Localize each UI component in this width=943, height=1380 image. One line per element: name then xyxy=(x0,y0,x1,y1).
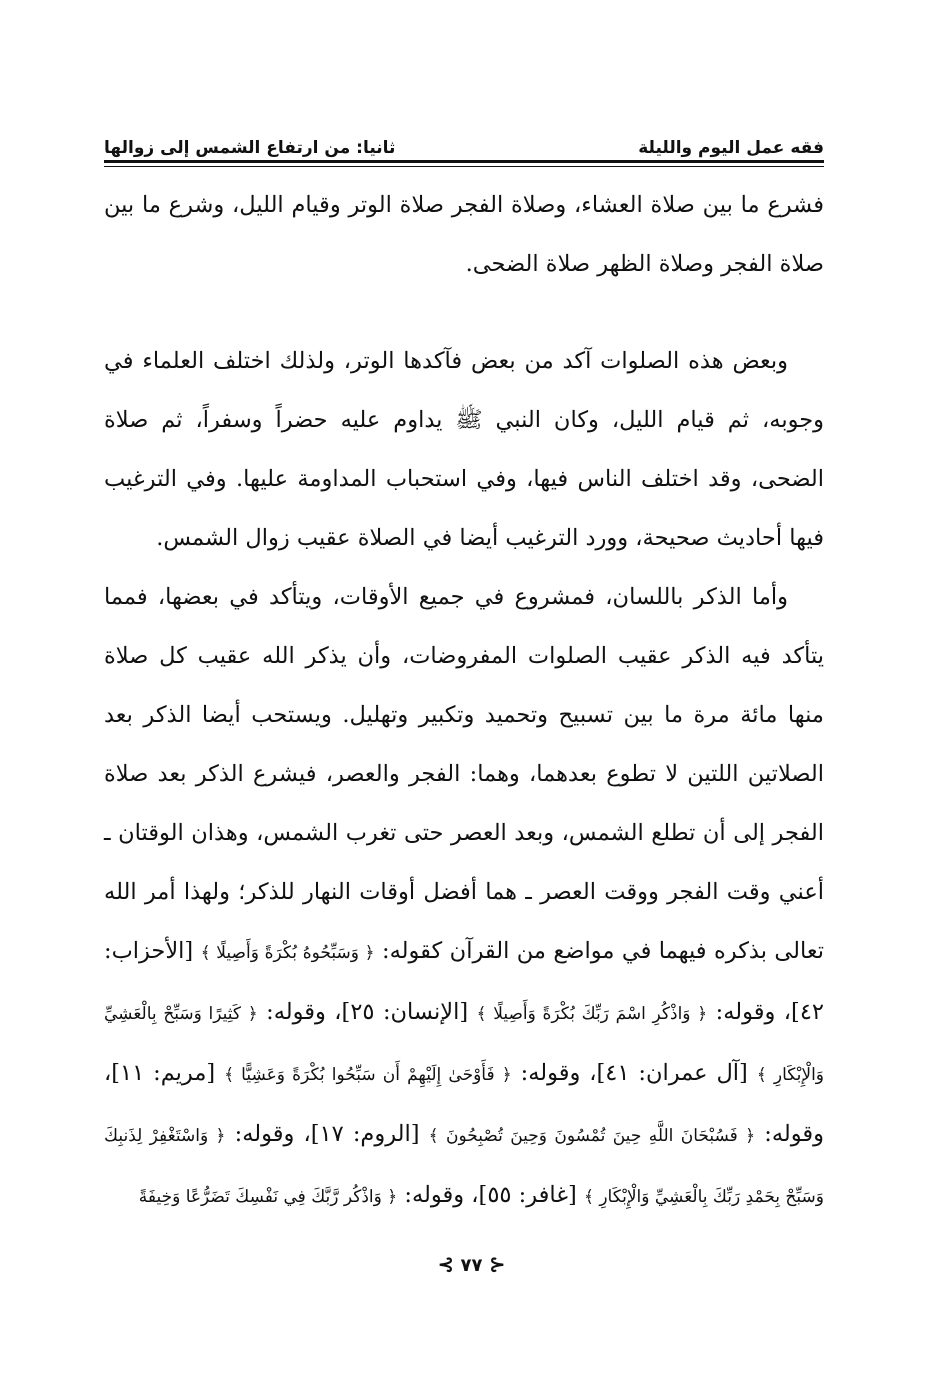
quran-verse-3: ﴿ كَثِيرًا وَسَبِّحْ بِالْعَشِيِّ وَالْإِبْكَارِ ﴾ xyxy=(104,1004,824,1085)
page-header xyxy=(104,128,824,158)
quran-verse-6: ﴿ وَاسْتَغْفِرْ لِذَنبِكَ وَسَبِّحْ بِحَمْدِ رَبِّكَ بِالْعَشِيِّ وَالْإِبْكَارِ ﴾ xyxy=(104,1126,824,1207)
quran-verse-7: ﴿ وَاذْكُر رَّبَّكَ فِي نَفْسِكَ تَضَرُّعًا وَخِيفَةً xyxy=(138,1187,398,1207)
citation-3: [آل عمران: ٤١]، وقوله: xyxy=(511,1060,757,1086)
ornament-left-icon: ⊰ xyxy=(437,1252,455,1276)
page-number-value: ٧٧ xyxy=(460,1255,483,1276)
header-divider-thin xyxy=(104,166,824,167)
body-text xyxy=(104,176,824,1227)
page-number xyxy=(0,1252,943,1276)
citation-6: [غافر: ٥٥]، وقوله: xyxy=(397,1182,584,1208)
citation-2: [الإنسان: ٢٥]، وقوله: xyxy=(257,999,477,1025)
paragraph-2: وبعض هذه الصلوات آكد من بعض فآكدها الوتر، ولذلك اختلف العلماء في وجوبه، ثم قيام الليل، وكان النبي ﷺ يداوم عليه حضراً وسفراً، ثم صلاة الضحى، وقد اختلف الناس فيها، وفي استحباب المداومة عليها. وفي الترغيب فيها أحاديث صحيحة، وورد الترغيب أيضا في الصلاة عقيب زوال الشمس. xyxy=(104,348,824,551)
citation-1: [الأحزاب: ٤٢]، وقوله: xyxy=(104,938,825,1025)
quran-verse-1: ﴿ وَسَبِّحُوهُ بُكْرَةً وَأَصِيلًا ﴾ xyxy=(200,943,375,963)
ornament-right-icon: ⊱ xyxy=(488,1252,506,1276)
paragraph-3 xyxy=(104,568,824,1227)
book-title: فقه عمل اليوم والليلة xyxy=(638,138,824,158)
quran-verse-5: ﴿ فَسُبْحَانَ اللَّهِ حِينَ تُمْسُونَ وَحِينَ تُصْبِحُونَ ﴾ xyxy=(428,1126,756,1146)
citation-5: [الروم: ١٧]، وقوله: xyxy=(225,1121,429,1147)
quran-verse-2: ﴿ وَاذْكُرِ اسْمَ رَبِّكَ بُكْرَةً وَأَصِيلًا ﴾ xyxy=(476,1004,708,1024)
quran-verse-4: ﴿ فَأَوْحَىٰ إِلَيْهِمْ أَن سَبِّحُوا بُكْرَةً وَعَشِيًّا ﴾ xyxy=(224,1065,512,1085)
paragraph-3-text: وأما الذكر باللسان، فمشروع في جميع الأوقات، ويتأكد في بعضها، فمما يتأكد فيه الذكر عقيب الصلوات المفروضات، وأن يذكر الله عقيب كل صلاة منها مائة مرة ما بين تسبيح وتحميد وتكبير وتهليل. ويستحب أيضا الذكر بعد الصلاتين اللتين لا تطوع بعدهما، وهما: الفجر والعصر، فيشرع الذكر بعد صلاة الفجر إلى أن تطلع الشمس، وبعد العصر حتى تغرب الشمس، وهذان الوقتان ـ أعني وقت الفجر ووقت العصر ـ هما أفضل أوقات النهار للذكر؛ ولهذا أمر الله تعالى بذكره فيهما في مواضع من القرآن كقوله: xyxy=(104,584,824,964)
header-divider xyxy=(104,160,824,163)
paragraph-1: فشرع ما بين صلاة العشاء، وصلاة الفجر صلاة الوتر وقيام الليل، وشرع ما بين صلاة الفجر وصلاة الظهر صلاة الضحى. xyxy=(104,192,824,277)
section-title: ثانيا: من ارتفاع الشمس إلى زوالها xyxy=(104,138,396,158)
citation-4: [مريم: ١١]، وقوله: xyxy=(104,1060,824,1147)
